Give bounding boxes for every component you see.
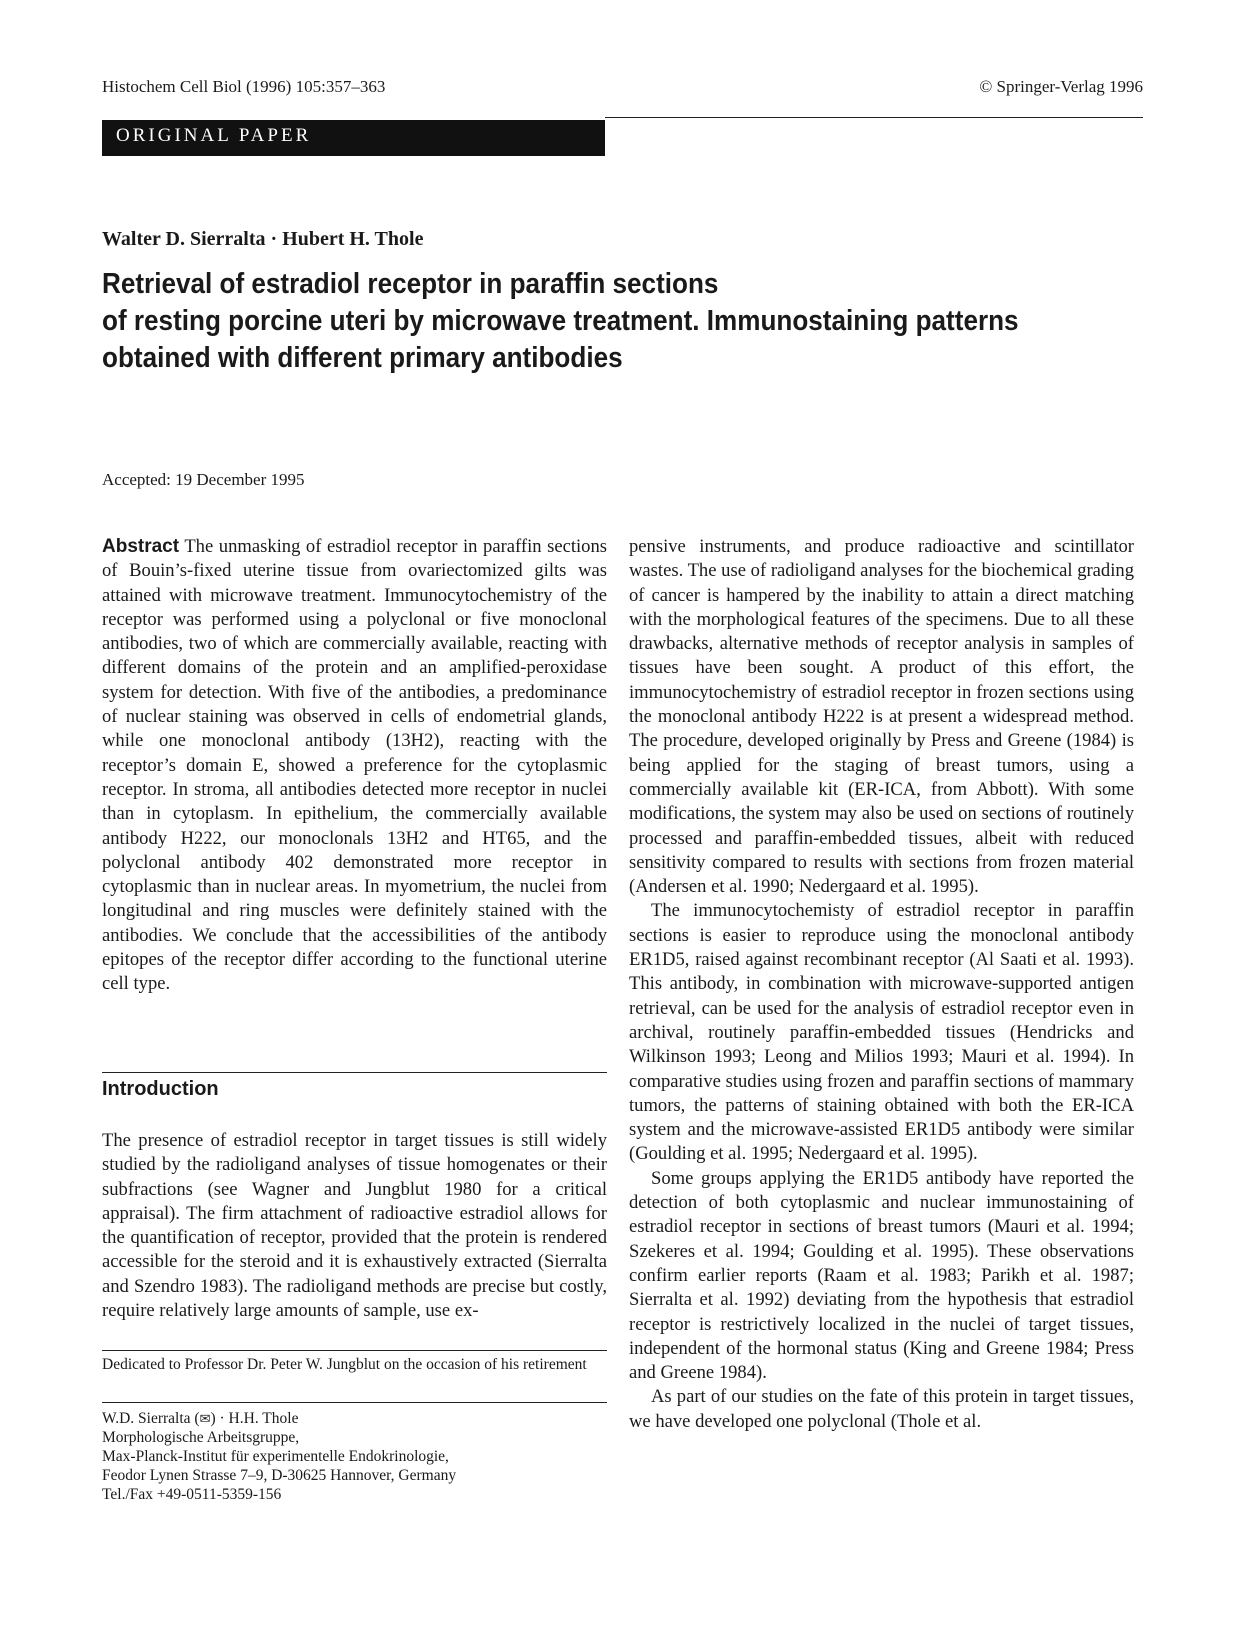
abstract-paragraph: [102, 535, 607, 997]
abstract-text: The unmasking of estradiol receptor in paraffin sections of Bouin’s-fixed uterine tissue from ovariectomized gilts was attained with microwave treatment. Immunocytochemistry of the receptor was performed using a polyclonal or five monoclonal antibodies, two of which are commercially available, reacting with different domains of the protein and an amplified-peroxidase system for detection. With five of the antibodies, a predominance of nuclear staining was observed in cells of endometrial glands, while one monoclonal antibody (13H2), reacting with the receptor’s domain E, showed a preference for the cytoplasmic receptor. In stroma, all antibodies detected more receptor in nuclei than in cytoplasm. In epithelium, the commercially available antibody H222, our monoclonals 13H2 and HT65, and the polyclonal antibody 402 demonstrated more receptor in cytoplasmic than in nuclear areas. In myometrium, the nuclei from longitudinal and ring muscles were definitely stained with the antibodies. We conclude that the accessibilities of the antibody epitopes of the receptor differ according to the functional uterine cell type.: [102, 536, 608, 995]
copyright-notice: © Springer-Verlag 1996: [979, 77, 1143, 96]
correspondence-address: [102, 1409, 607, 1504]
article-type-label: ORIGINAL PAPER: [116, 125, 312, 146]
introduction-paragraph: The presence of estradiol receptor in target tissues is still widely studied by the radioligand analyses of tissue homogenates or their subfractions (see Wagner and Jungblut 1980 for a critical appraisal). The firm attachment of radioactive estradiol allows for the quantification of receptor, provided that the protein is rendered accessible for the steroid and it is exhaustively extracted (Sierralta and Szendro 1983). The radioligand methods are precise but costly, require relatively large amounts of sample, use ex-: [102, 1130, 607, 1322]
body-paragraph: Some groups applying the ER1D5 antibody have reported the detection of both cytoplasmic and nuclear immunostaining of estradiol receptor in sections of breast tumors (Mauri et al. 1994; Szekeres et al. 1994; Goulding et al. 1995). These observations confirm earlier reports (Raam et al. 1983; Parikh et al. 1987; Sierralta et al. 1992) deviating from the hypothesis that estradiol receptor is restrictively localized in the nuclei of target tissues, independent of the hormonal status (King and Greene 1984; Press and Greene 1984).: [629, 1167, 1134, 1384]
author-line: Walter D. Sierralta · Hubert H. Thole: [102, 228, 424, 250]
address-author-secondary: ) · H.H. Thole: [210, 1410, 299, 1427]
dedication-note: Dedicated to Professor Dr. Peter W. Jungblut on the occasion of his retirement: [102, 1356, 587, 1373]
body-paragraph: The immunocytochemisty of estradiol receptor in paraffin sections is easier to reproduce using the monoclonal antibody ER1D5, raised against recombinant receptor (Al Saati et al. 1993). This antibody, in combination with microwave-supported antigen retrieval, can be used for the analysis of estradiol receptor even in archival, routinely paraffin-embedded tissues (Hendricks and Wilkinson 1993; Leong and Milios 1993; Mauri et al. 1994). In comparative studies using frozen and paraffin sections of mammary tumors, the patterns of staining obtained with both the ER-ICA system and the microwave-assisted ER1D5 antibody were similar (Goulding et al. 1995; Nedergaard et al. 1995).: [629, 900, 1134, 1165]
journal-citation: Histochem Cell Biol (1996) 105:357–363: [102, 77, 386, 96]
title-line: obtained with different primary antibodies: [102, 342, 623, 374]
abstract-block: [102, 535, 607, 997]
header-rule: [605, 117, 1143, 118]
address-rule: [102, 1402, 607, 1403]
address-line: Tel./Fax +49-0511-5359-156: [102, 1486, 282, 1503]
address-author-primary: W.D. Sierralta (: [102, 1410, 200, 1427]
address-authors: [102, 1409, 607, 1428]
article-type-banner: [102, 120, 605, 156]
introduction-heading: Introduction: [102, 1078, 219, 1100]
body-paragraph: As part of our studies on the fate of this protein in target tissues, we have developed one polyclonal (Thole et al.: [629, 1386, 1134, 1432]
address-line: Max-Planck-Institut für experimentelle Endokrinologie,: [102, 1448, 449, 1465]
section-rule: [102, 1072, 607, 1073]
address-line: Feodor Lynen Strasse 7–9, D-30625 Hannover, Germany: [102, 1467, 457, 1484]
introduction-block: [102, 1129, 607, 1323]
right-column: [629, 535, 1134, 1434]
abstract-label: Abstract: [102, 536, 180, 557]
address-line: Morphologische Arbeitsgruppe,: [102, 1429, 300, 1446]
paper-title: [102, 266, 1043, 377]
title-line: of resting porcine uteri by microwave treatment. Immunostaining patterns: [102, 305, 1019, 337]
footnote-rule: [102, 1350, 607, 1351]
body-paragraph: pensive instruments, and produce radioactive and scintillator wastes. The use of radioligand analyses for the biochemical grading of cancer is hampered by the inability to attain a direct matching with the morphological features of the specimens. Due to all these drawbacks, alternative methods of receptor analysis in samples of tissues have been sought. A product of this effort, the immunocytochemistry of estradiol receptor in frozen sections using the monoclonal antibody H222 is at present a widespread method. The procedure, developed originally by Press and Greene (1984) is being applied for the staging of breast tumors, using a commercially available kit (ER-ICA, from Abbott). With some modifications, the system may also be used on sections of routinely processed and paraffin-embedded tissues, albeit with reduced sensitivity compared to results with sections from frozen material (Andersen et al. 1990; Nedergaard et al. 1995).: [629, 536, 1134, 898]
title-line: Retrieval of estradiol receptor in paraffin sections: [102, 268, 719, 300]
envelope-icon: ✉: [199, 1411, 211, 1426]
accepted-date: Accepted: 19 December 1995: [102, 470, 305, 489]
